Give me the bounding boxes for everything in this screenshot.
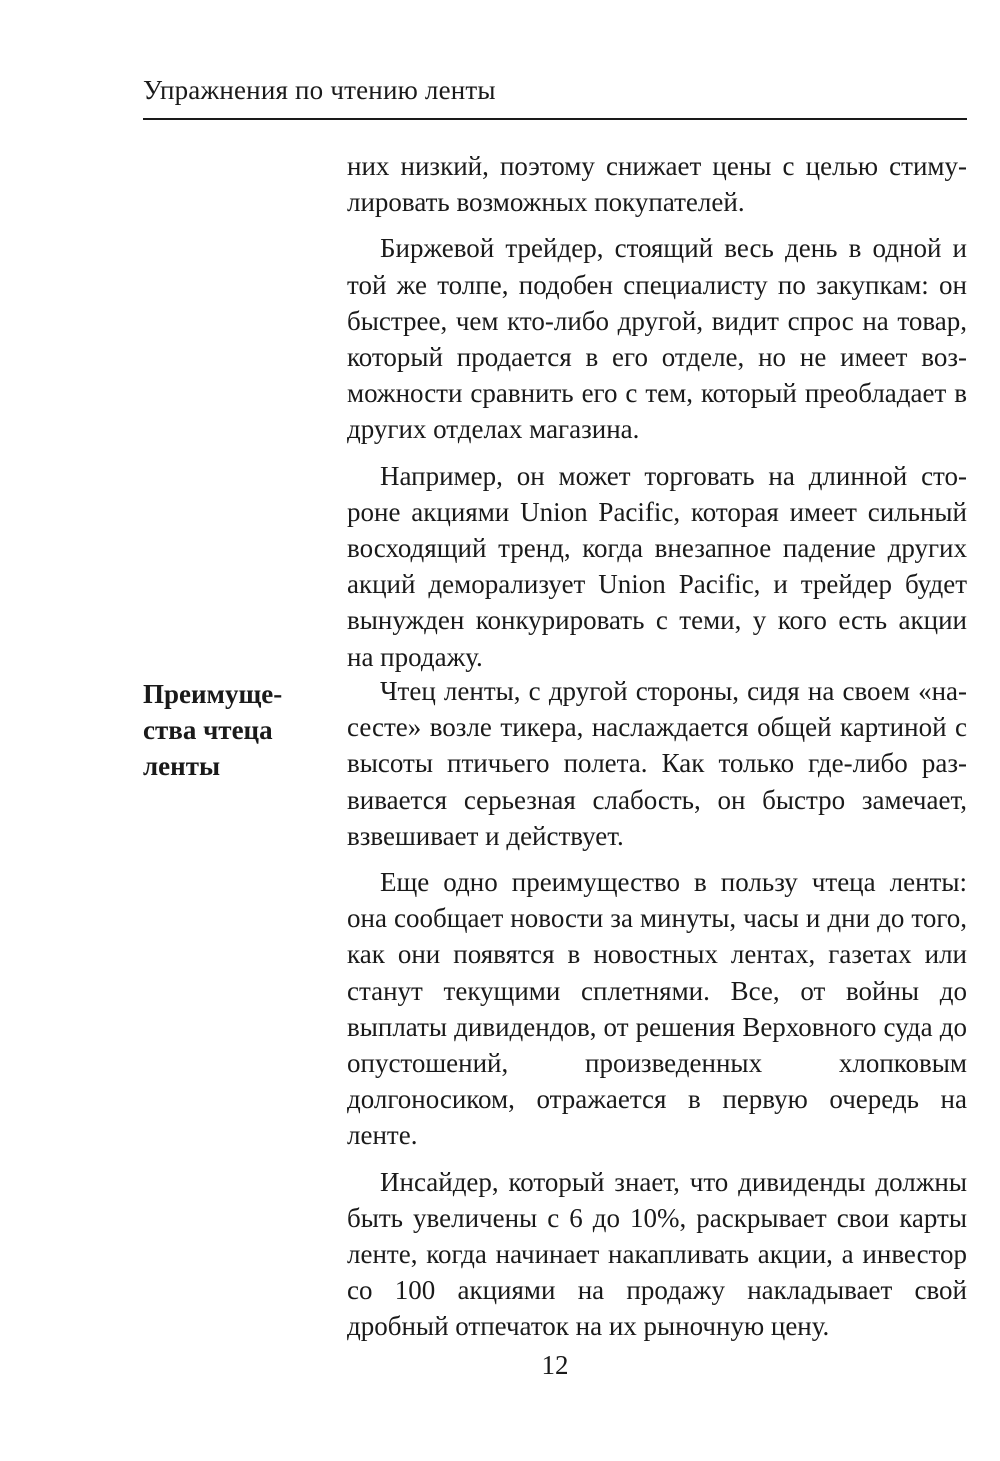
page-number: 12 bbox=[541, 1350, 569, 1380]
side-heading-line: Преимуще- bbox=[143, 679, 283, 709]
paragraph: Чтец ленты, с другой стороны, сидя на своем «насесте» возле тикера, наслаждается общей картиной с высоты птичьего полета. Как только где-либо развивается серьезная слабость, он быстро замечает, взвешивает и действует. bbox=[347, 676, 967, 851]
side-heading bbox=[143, 676, 323, 785]
paragraph: Еще одно преимущество в пользу чтеца ленты: она сообщает новости за минуты, часы и дни до того, как они появятся в новостных лентах, газетах или станут текущими сплетнями. Все, от войны до выплаты дивидендов, от решения Верховного суда до опустошений, произведенных хлопковым долгоносиком, отражается в первую очередь на ленте. bbox=[347, 867, 967, 1151]
body-text-block-two bbox=[347, 673, 967, 1345]
paragraph: Биржевой трейдер, стоящий весь день в одной и той же толпе, подобен специалисту по закупкам: он быстрее, чем кто-либо другой, видит спрос на товар, который продается в его отделе, но не имеет возможности сравнить его с тем, который преобладает в других отделах магазина. bbox=[347, 233, 967, 445]
paragraph: Например, он может торговать на длинной стороне акциями Union Pacific, которая имеет сильный восходящий тренд, когда внезапное падение других акций деморализует Union Pacific, и трейдер будет вынужден конкурировать с теми, у кого есть акции на продажу. bbox=[347, 460, 967, 672]
side-heading-line: ства чтеца bbox=[143, 715, 273, 746]
paragraph: Инсайдер, который знает, что дивиденды должны быть увеличены с 6 до 10%, раскрывает свои карты ленте, когда начинает накапливать акции, а инвестор со 100 акциями на продажу накладывает свой дробный отпечаток на их рыночную цену. bbox=[347, 1166, 967, 1342]
header-rule bbox=[143, 118, 967, 120]
running-header: Упражнения по чтению ленты bbox=[143, 75, 496, 105]
paragraph-continued: них низкий, поэтому снижает цены с целью стимулировать возможных покупателей. bbox=[347, 151, 967, 218]
side-heading-line: ленты bbox=[143, 751, 221, 782]
body-text-block-one bbox=[347, 148, 967, 675]
